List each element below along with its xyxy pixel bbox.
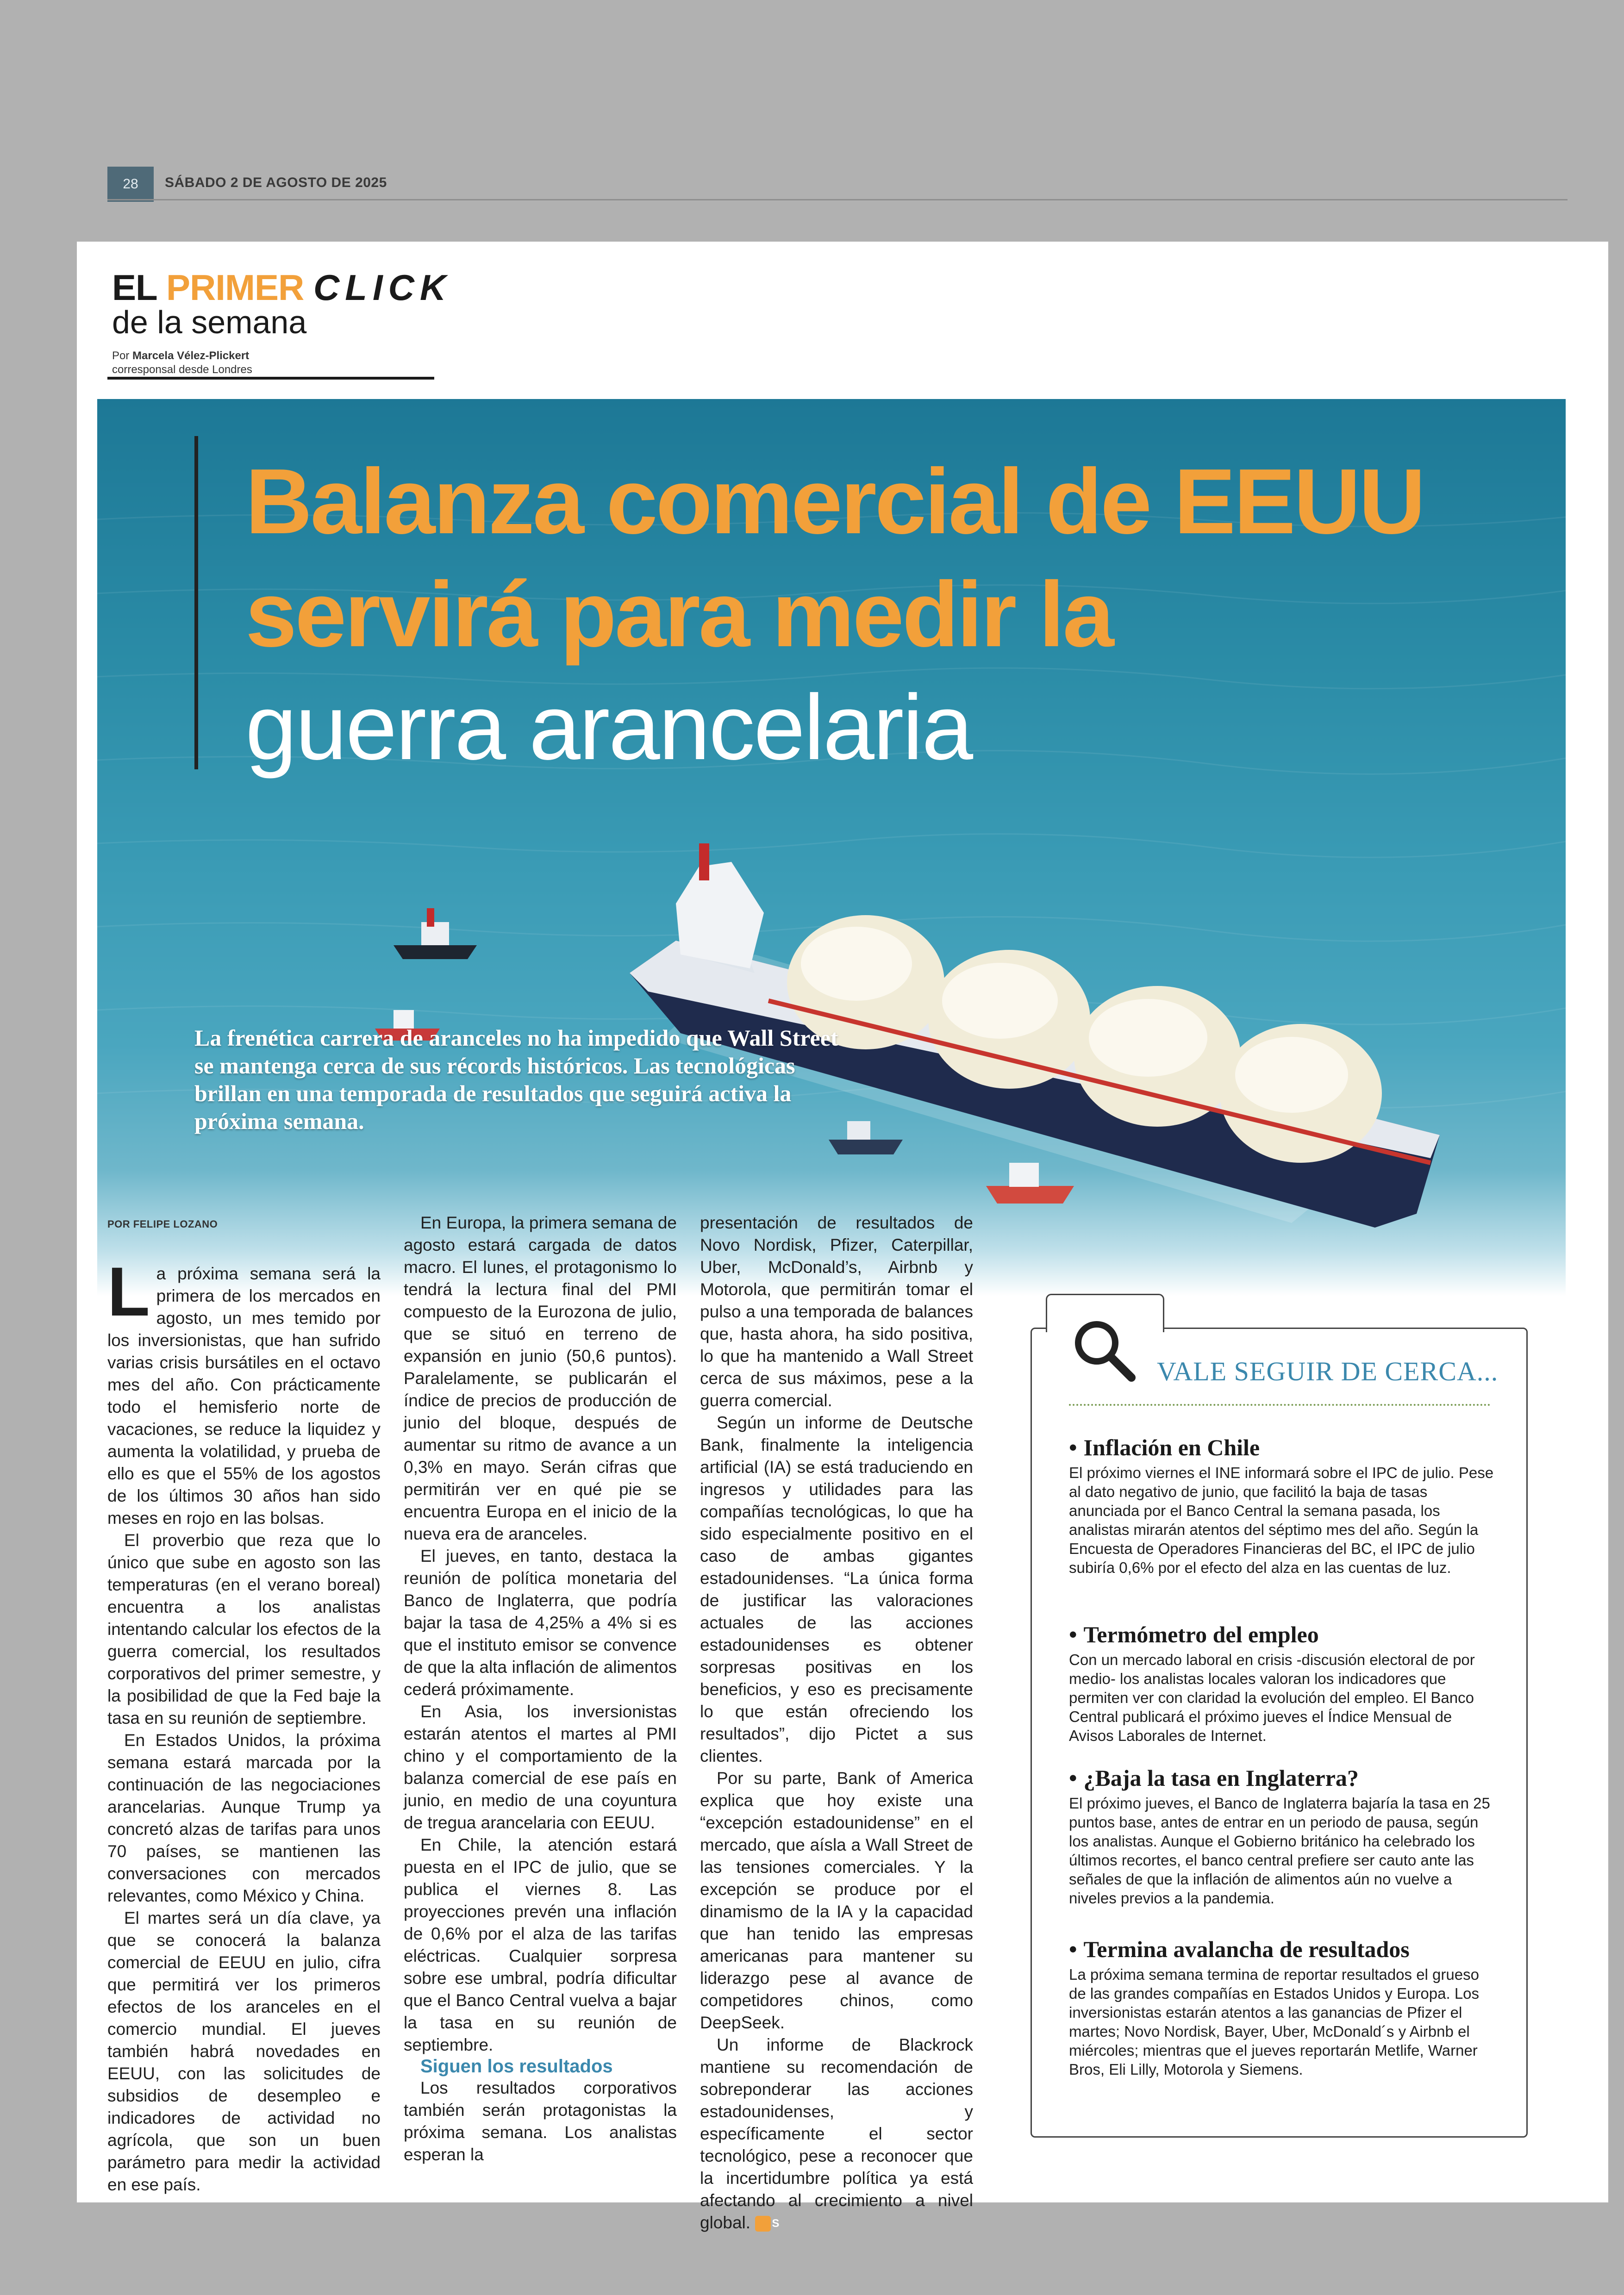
paragraph: En Chile, la atención estará puesta en el IPC de julio, que se publica el viernes 8. Las proyecciones prevén una inflación de 0,6% por el alza de las tarifas eléctricas. Cualquier sorpresa sobre ese umbral, podría dificultar que el Banco Central vuelva a bajar la tasa en su reunión de septiembre. xyxy=(404,1835,677,2054)
paragraph xyxy=(107,1253,381,1529)
heading-text: Termina avalancha de resultados xyxy=(1083,1936,1410,1962)
magnifier-icon xyxy=(1069,1315,1138,1384)
headline-line-1: Balanza comercial de EEUU xyxy=(245,450,1424,553)
sidebar-item-heading xyxy=(1069,1621,1495,1648)
sidebar-item-heading xyxy=(1069,1935,1495,1963)
sidebar-item-body: El próximo viernes el INE informará sobre el IPC de julio. Pese al dato negativo de junio, que facilitó la baja de tasas anunciada por el Banco Central la semana pasada, los analistas mirarán atentos del séptimo mes del año. Según la Encuesta de Operadores Financieras del BC, el IPC de julio subiría 0,6% por el efecto del alza en las cuentas de luz. xyxy=(1069,1464,1494,1576)
paragraph: En Asia, los inversionistas estarán atentos el martes al PMI chino y el comportamiento de la balanza comercial de ese país en junio, en medio de una coyuntura de tregua arancelaria con EEUU. xyxy=(404,1702,677,1832)
paragraph: Los resultados corporativos también serán protagonistas la próxima semana. Los analistas esperan la xyxy=(404,2078,677,2164)
paragraph-text: a próxima semana será la primera de los mercados en agosto, un mes temido por los inversionistas, que han sufrido varias crisis bursátiles en el octavo mes del año. Con prácticamente todo el hemisferio norte de vacaciones, se reduce la liquidez y aumenta la volatilidad, y prueba de ello es que el 55% de los agostos de los últimos 30 años han sido meses en rojo en las bolsas. xyxy=(107,1264,381,1528)
brand-title xyxy=(112,267,452,308)
sidebar-item xyxy=(1069,1764,1495,1908)
paragraph: Por su parte, Bank of America explica que hoy existe una “excepción estadounidense” en el mercado, que aísla a Wall Street de las tensiones comerciales. Y la excepción se produce por el dinamismo de la IA y la capacidad que han tenido las empresas americanas para mantener su liderazgo pese al avance de competidores chinos, como DeepSeek. xyxy=(700,1769,973,2032)
bullet-icon: • xyxy=(1069,1621,1077,1647)
article-author: POR FELIPE LOZANO xyxy=(107,1218,218,1230)
sidebar-box xyxy=(1031,1328,1528,2138)
end-mark-icon: S xyxy=(755,2216,771,2232)
title-accent-bar xyxy=(194,436,198,769)
sidebar-item xyxy=(1069,1621,1495,1745)
heading-text: ¿Baja la tasa en Inglaterra? xyxy=(1083,1765,1359,1791)
article-column-3 xyxy=(700,1212,973,2234)
paragraph: presentación de resultados de Novo Nordisk, Pfizer, Caterpillar, Uber, McDonald’s, Airbnb y Motorola, que permitirán tomar el pulso a una temporada de balances que, hasta ahora, ha sido positiva, lo que ha mantenido a Wall Street cerca de sus máximos, pese a la guerra comercial. xyxy=(700,1213,973,1410)
section-brand xyxy=(112,267,452,377)
headline-line-2: servirá para medir la xyxy=(245,563,1112,666)
columnist-byline xyxy=(112,349,436,377)
page xyxy=(77,242,1608,2232)
sidebar-item xyxy=(1069,1935,1495,2079)
heading-text: Inflación en Chile xyxy=(1083,1434,1260,1460)
paragraph-text: Un informe de Blackrock mantiene su recomendación de sobreponderar las acciones estadounidenses, y específicamente el sector tecnológico, pese a reconocer que la incertidumbre política ya está afectando al crecimiento a nivel global. xyxy=(700,2035,973,2232)
bullet-icon: • xyxy=(1069,1434,1077,1460)
sidebar-item-body: El próximo jueves, el Banco de Inglaterra bajaría la tasa en 25 puntos base, antes de entrar en un periodo de pausa, según los analistas. Aunque el Gobierno británico ha celebrado los últimos recortes, el banco central prefiere ser cauto ante las señales de que la inflación de alimentos aún no vuelve a niveles previos a la pandemia. xyxy=(1069,1795,1490,1907)
sidebar-item-heading xyxy=(1069,1434,1495,1461)
brand-click: CLICK xyxy=(313,267,452,308)
sidebar-item xyxy=(1069,1434,1495,1577)
brand-subtitle: de la semana xyxy=(112,304,307,340)
header-rule xyxy=(107,199,1568,200)
brand-primer: PRIMER xyxy=(166,267,304,308)
paragraph xyxy=(700,2034,973,2234)
paragraph: En Estados Unidos, la próxima semana estará marcada por la continuación de las negociaciones arancelarias. Aunque Trump ya concretó alzas de tarifas para unos 70 países, se mantienen las conversaciones con mercados relevantes, como México y China. xyxy=(107,1731,381,1905)
paragraph: El proverbio que reza que lo único que sube en agosto son las temperaturas (en el verano boreal) encuentra a los analistas intentando calcular los efectos de la guerra comercial, los resultados corporativos del primer semestre, y la posibilidad de que la Fed baje la tasa en su reunión de septiembre. xyxy=(107,1531,381,1727)
byline-role: corresponsal desde Londres xyxy=(112,363,252,376)
bullet-icon: • xyxy=(1069,1936,1077,1962)
issue-date: SÁBADO 2 DE AGOSTO DE 2025 xyxy=(165,175,387,190)
brand-rule xyxy=(107,377,434,380)
headline-line-3: guerra arancelaria xyxy=(245,676,972,779)
paragraph: El jueves, en tanto, destaca la reunión de política monetaria del Banco de Inglaterra, que podría bajar la tasa de 4,25% a 4% si es que el instituto emisor se convence de que la alta inflación de alimentos cederá próximamente. xyxy=(404,1547,677,1699)
sidebar-title: VALE SEGUIR DE CERCA... xyxy=(1157,1356,1499,1386)
paragraph: En Europa, la primera semana de agosto estará cargada de datos macro. El lunes, el protagonismo lo tendrá la lectura final del PMI compuesto de la Eurozona de julio, que se situó en terreno de expansión en junio (50,6 puntos). Paralelamente, se publicarán el índice de precios de producción de junio del bloque, después de aumentar su ritmo de avance a un 0,3% en mayo. Serán cifras que permitirán ver en qué pie se encuentra Europa en el inicio de la nueva era de aranceles. xyxy=(404,1213,677,1543)
sidebar-item-body: Con un mercado laboral en crisis -discusión electoral de por medio- los analistas locales valoran los indicadores que permiten ver con claridad la evolución del empleo. El Banco Central publicará el próximo jueves el Índice Mensual de Avisos Laborales de Internet. xyxy=(1069,1651,1475,1744)
byline-prefix: Por xyxy=(112,349,130,362)
byline-name: Marcela Vélez-Plickert xyxy=(132,349,250,362)
page-number: 28 xyxy=(107,167,154,202)
hero-image xyxy=(97,399,1566,1296)
paragraph: El martes será un día clave, ya que se conocerá la balanza comercial de EEUU en julio, cifra que permitirá ver los primeros efectos de los aranceles en el comercio mundial. El jueves también habrá novedades en EEUU, con las solicitudes de subsidios de desempleo e indicadores de actividad no agrícola, que son un buen parámetro para medir la actividad en ese país. xyxy=(107,1908,381,2194)
sidebar-divider xyxy=(1069,1404,1490,1406)
headline xyxy=(245,445,1449,784)
page-header xyxy=(107,167,1568,202)
drop-cap: L xyxy=(107,1253,150,1330)
bullet-icon: • xyxy=(1069,1765,1077,1791)
dek: La frenética carrera de aranceles no ha impedido que Wall Street se mantenga cerca de sus récords históricos. Las tecnológicas brillan en una temporada de resultados que seguirá activa la próxima semana. xyxy=(194,1025,838,1134)
subheading: Siguen los resultados xyxy=(420,2056,613,2077)
sidebar-item-heading xyxy=(1069,1764,1495,1792)
heading-text: Termómetro del empleo xyxy=(1083,1621,1319,1647)
article-column-2 xyxy=(404,1212,677,2166)
article-column-1 xyxy=(107,1253,381,2196)
sidebar-item-body: La próxima semana termina de reportar resultados el grueso de las grandes compañías en Estados Unidos y Europa. Los inversionistas estarán atentos a las ganancias de Pfizer el martes; Novo Nordisk, Bayer, Uber, McDonald´s y Airbnb el miércoles; mientras que el jueves reportarán Metlife, Warner Bros, Eli Lilly, Motorola y Siemens. xyxy=(1069,1966,1480,2078)
paragraph: Según un informe de Deutsche Bank, finalmente la inteligencia artificial (IA) se está traduciendo en ingresos y utilidades para las compañías tecnológicas, lo que ha sido especialmente positivo en el caso de ambas gigantes estadounidenses. “La única forma de justificar las valoraciones actuales de las acciones estadounidenses es obtener sorpresas positivas en los beneficios, y eso es precisamente lo que están ofreciendo los resultados”, dijo Pictet a sus clientes. xyxy=(700,1413,973,1765)
brand-el: EL xyxy=(112,267,157,308)
